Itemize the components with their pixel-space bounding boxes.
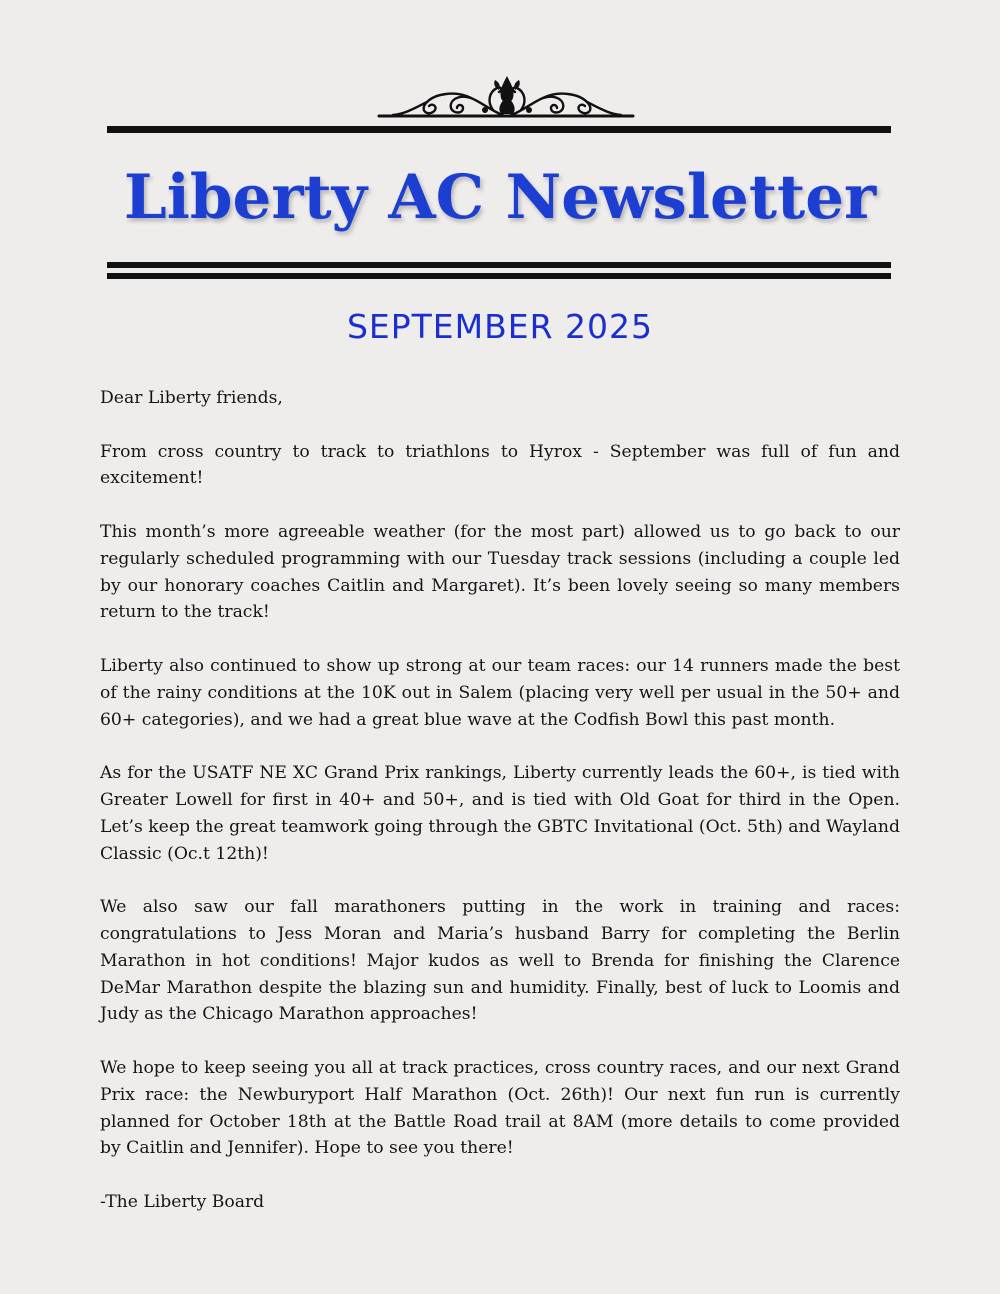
letter-paragraph: We hope to keep seeing you all at track practices, cross country races, and our next Grand Prix race: the Newburyport Half Marathon (Oct. 26th)! Our next fun run is currently planned for October 18th at the Battle Road trail at 8AM (more details to come provided by Caitlin and Jennifer). Hope to see you there! (100, 1057, 900, 1159)
top-divider-rule (107, 126, 891, 133)
letter-paragraph: As for the USATF NE XC Grand Prix rankings, Liberty currently leads the 60+, is tied with Greater Lowell for first in 40+ and 50+, and is tied with Old Goat for third in the Open. Let’s keep the great teamwork going through the GBTC Invitational (Oct. 5th) and Wayland Classic (Oc.t 12th)! (100, 763, 900, 864)
letter-greeting: Dear Liberty friends, (100, 388, 283, 408)
bottom-divider-rule-lower (107, 273, 891, 279)
flourish-ornament-icon (375, 72, 639, 122)
letter-paragraph: From cross country to track to triathlons to Hyrox - September was full of fun and excitement! (100, 441, 900, 489)
letter-signature: -The Liberty Board (100, 1191, 265, 1212)
issue-date: SEPTEMBER 2025 (346, 307, 654, 346)
bottom-divider-rule-upper (107, 262, 891, 268)
letter-paragraph: Liberty also continued to show up strong at our team races: our 14 runners made the best of the rainy conditions at the 10K out in Salem (placing very well per usual in the 50+ and 60+ categories), and we had a great blue wave at the Codfish Bowl this past month. (100, 655, 900, 730)
newsletter-title: Liberty AC Newsletter (123, 162, 877, 233)
letter-body (100, 385, 900, 1243)
letter-paragraph: We also saw our fall marathoners putting in the work in training and races: congratulations to Jess Moran and Maria’s husband Barry for completing the Berlin Marathon in hot conditions! Major kudos as well to Brenda for finishing the Clarence DeMar Marathon despite the blazing sun and humidity. Finally, best of luck to Loomis and Judy as the Chicago Marathon approaches! (100, 897, 900, 1025)
letter-paragraph: This month’s more agreeable weather (for the most part) allowed us to go back to our regularly scheduled programming with our Tuesday track sessions (including a couple led by our honorary coaches Caitlin and Margaret). It’s been lovely seeing so many members return to the track! (100, 521, 900, 623)
